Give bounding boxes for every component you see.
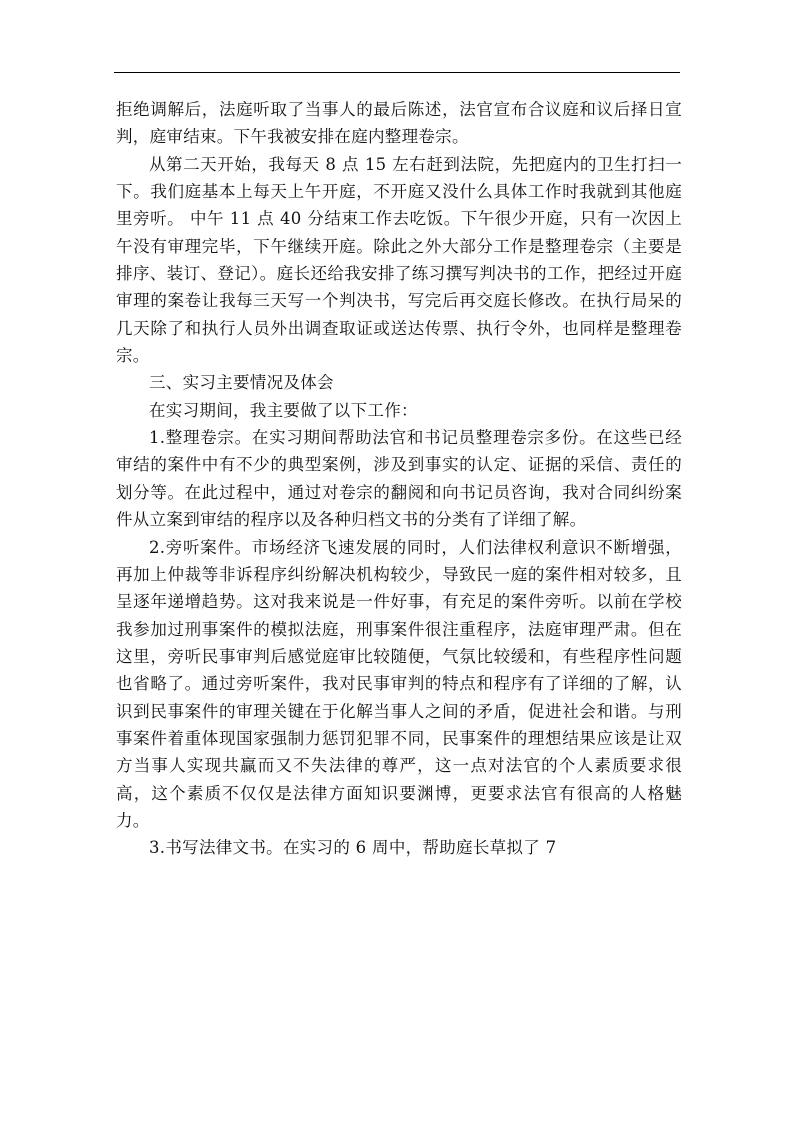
paragraph-item-2: 2.旁听案件。市场经济飞速发展的同时，人们法律权利意识不断增强，再加上仲裁等非诉程序纠纷解决机构较少，导致民一庭的案件相对较多，且呈逐年递增趋势。这对我来说是一件好事，有充足的案件旁听。以前在学校我参加过刑事案件的模拟法庭，刑事案件很注重程序，法庭审理严肃。但在这里，旁听民事审判后感觉庭审比较随便，气氛比较缓和，有些程序性问题也省略了。通过旁听案件，我对民事审判的特点和程序有了详细的了解，认识到民事案件的审理关键在于化解当事人之间的矛盾，促进社会和谐。与刑事案件着重体现国家强制力惩罚犯罪不同，民事案件的理想结果应该是让双方当事人实现共赢而又不失法律的尊严，这一点对法官的个人素质要求很高，这个素质不仅仅是法律方面知识要渊博，更要求法官有很高的人格魅力。 — [116, 537, 682, 830]
paragraph-intro: 在实习期间，我主要做了以下工作： — [149, 400, 418, 420]
document-body — [116, 96, 682, 862]
header-rule — [114, 72, 680, 73]
paragraph-item-3: 3.书写法律文书。在实习的 6 周中，帮助庭长草拟了 7 — [149, 838, 557, 858]
paragraph-item-1: 1.整理卷宗。在实习期间帮助法官和书记员整理卷宗多份。在这些已经审结的案件中有不少的典型案例，涉及到事实的认定、证据的采信、责任的划分等。在此过程中，通过对卷宗的翻阅和向书记员咨询，我对合同纠纷案件从立案到审结的程序以及各种归档文书的分类有了详细了解。 — [116, 428, 682, 530]
paragraph-continuation: 拒绝调解后，法庭听取了当事人的最后陈述，法官宣布合议庭和议后择日宣判，庭审结束。下午我被安排在庭内整理卷宗。 — [116, 100, 682, 147]
paragraph-daily-routine: 从第二天开始，我每天 8 点 15 左右赶到法院，先把庭内的卫生打扫一下。我们庭基本上每天上午开庭，不开庭又没什么具体工作时我就到其他庭里旁听。 中午 11 点 40 分结束工作去吃饭。下午很少开庭，只有一次因上午没有审理完毕，下午继续开庭。除此之外大部分工作是整理卷宗（主要是排序、装订、登记）。庭长还给我安排了练习撰写判决书的工作，把经过开庭审理的案卷让我每三天写一个判决书，写完后再交庭长修改。在执行局呆的几天除了和执行人员外出调查取证或送达传票、执行令外，也同样是整理卷宗。 — [116, 154, 682, 366]
section-heading: 三、实习主要情况及体会 — [149, 373, 334, 393]
